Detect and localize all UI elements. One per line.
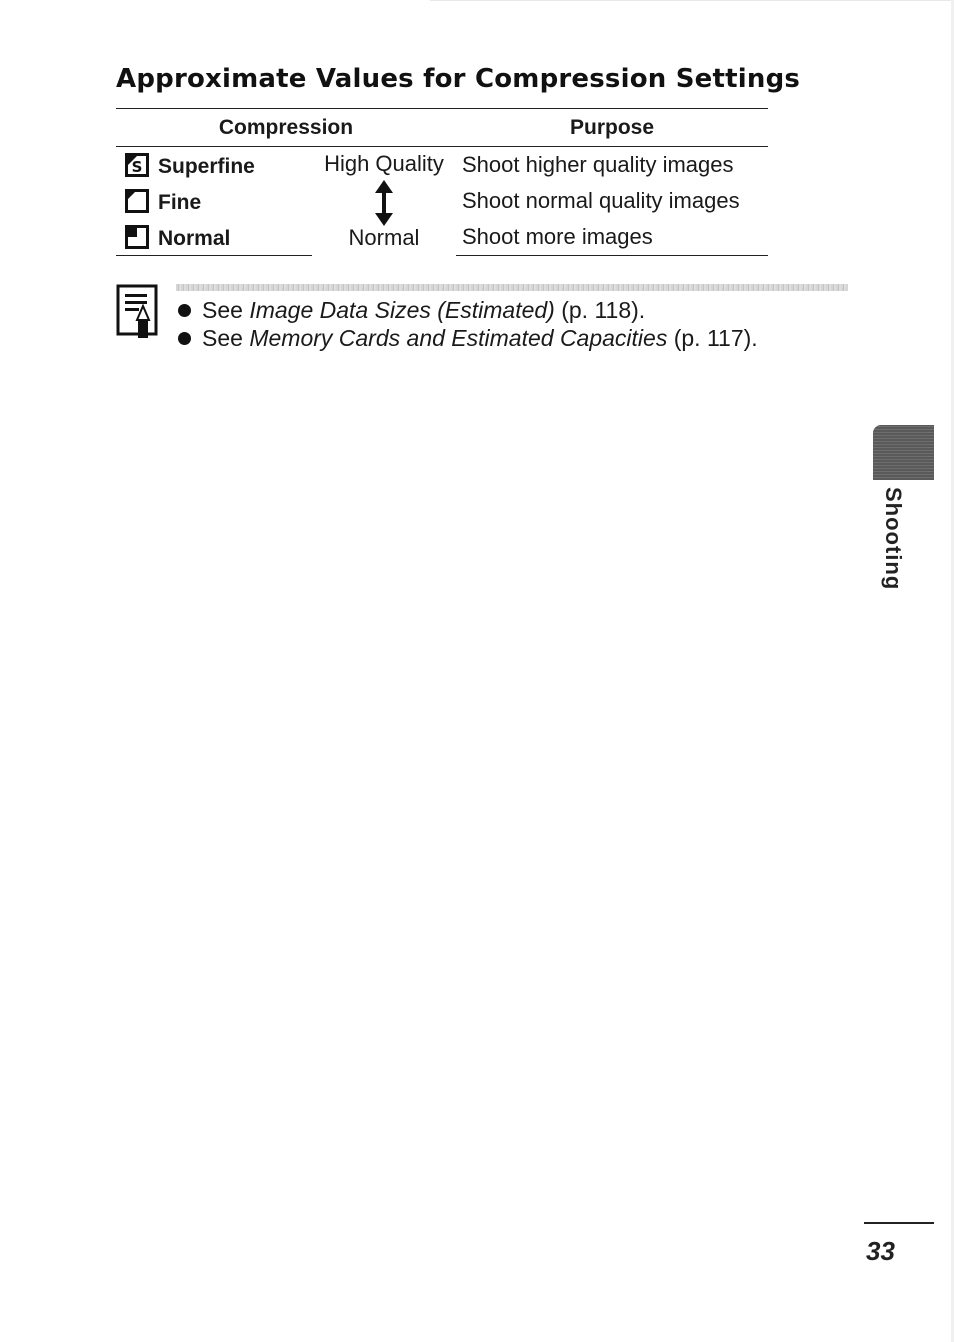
note-prefix: See xyxy=(202,296,250,323)
note-reference: Image Data Sizes (Estimated) xyxy=(249,296,555,323)
header-purpose: Purpose xyxy=(456,110,768,147)
bullet-icon xyxy=(178,332,191,345)
note-suffix: (p. 117). xyxy=(667,324,758,351)
compression-label: Normal xyxy=(158,226,231,250)
page-top-edge xyxy=(430,0,954,1)
note-suffix: (p. 118). xyxy=(554,296,646,323)
compression-label: Fine xyxy=(158,190,202,214)
page-number: 33 xyxy=(866,1236,895,1266)
list-item xyxy=(176,324,758,352)
compression-cell-normal xyxy=(116,219,312,256)
fine-icon xyxy=(124,188,150,214)
compression-cell-fine xyxy=(116,183,312,219)
purpose-cell: Shoot normal quality images xyxy=(462,188,740,213)
double-arrow-icon xyxy=(375,180,393,226)
page-title: Approximate Values for Compression Settings xyxy=(116,64,801,94)
header-compression: Compression xyxy=(116,110,456,147)
page-number-rule xyxy=(864,1222,934,1224)
purpose-cell: Shoot higher quality images xyxy=(462,152,734,177)
compression-cell-superfine xyxy=(116,147,312,184)
note-prefix: See xyxy=(202,324,250,351)
compression-label: Superfine xyxy=(158,154,255,178)
notes-list xyxy=(176,296,758,352)
quality-high-label: High Quality xyxy=(324,151,444,177)
list-item xyxy=(176,296,758,324)
table-row xyxy=(116,147,768,184)
quality-scale-cell xyxy=(312,147,456,256)
title-rule xyxy=(116,108,768,109)
svg-text:S: S xyxy=(131,157,143,176)
purpose-cell: Shoot more images xyxy=(456,219,768,256)
section-tab-label: Shooting xyxy=(881,487,906,591)
note-reference: Memory Cards and Estimated Capacities xyxy=(249,324,668,351)
quality-low-label: Normal xyxy=(348,225,420,251)
bullet-icon xyxy=(178,304,191,317)
superfine-icon xyxy=(124,152,150,178)
compression-table xyxy=(116,110,768,256)
table-header-row xyxy=(116,110,768,147)
normal-icon xyxy=(124,224,150,250)
section-tab-marker xyxy=(873,425,934,480)
note-header-bar xyxy=(176,284,848,291)
memo-icon xyxy=(116,284,158,340)
